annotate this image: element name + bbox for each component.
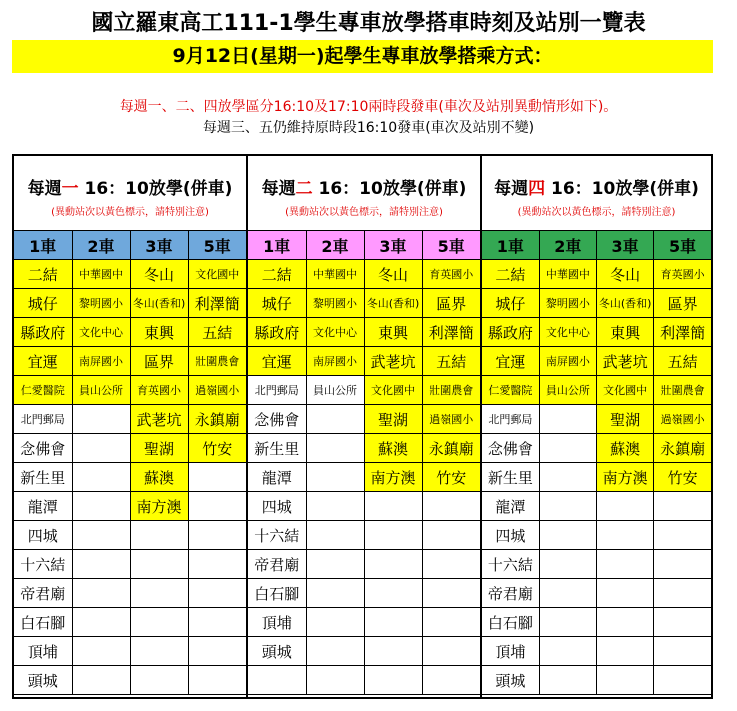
stop-cell [72,492,130,521]
table-row [482,347,711,376]
table-row [248,434,480,463]
stop-cell: 冬山 [130,260,188,289]
title-suffix: 16：10放學(併車) [545,179,699,199]
stop-cell: 東興 [130,318,188,347]
stop-cell [188,521,246,550]
stop-cell: 四城 [248,492,306,521]
stop-cell: 過嶺國小 [654,405,711,434]
stop-cell: 文化中心 [306,318,364,347]
stop-cell: 縣政府 [248,318,306,347]
stop-cell [422,521,480,550]
stop-cell [364,492,422,521]
stop-cell: 壯圍農會 [422,376,480,405]
stop-cell: 冬山 [597,260,654,289]
stop-cell [597,666,654,695]
car-header: 1車 [248,231,306,260]
stop-cell [422,608,480,637]
stop-cell: 冬山(香和) [597,289,654,318]
stop-cell [539,405,596,434]
stop-cell: 南屏國小 [72,347,130,376]
block-title [248,156,480,199]
stop-cell: 南方澳 [364,463,422,492]
stop-cell: 二結 [482,260,539,289]
stop-cell [539,492,596,521]
stop-cell: 十六結 [248,521,306,550]
stop-cell [597,492,654,521]
stop-cell: 育英國小 [654,260,711,289]
car-header: 3車 [597,231,654,260]
stop-cell [364,666,422,695]
table-row [14,550,246,579]
block-header [14,156,246,231]
stop-cell [306,492,364,521]
block-title [14,156,246,199]
stop-cell: 宜運 [248,347,306,376]
block-title [482,156,711,199]
stop-cell [306,608,364,637]
block-subtitle: (異動站次以黃色標示，請特別注意) [285,207,443,218]
stop-cell: 黎明國小 [72,289,130,318]
table-row [482,405,711,434]
stop-cell [539,666,596,695]
stop-cell [188,579,246,608]
stop-cell: 文化國中 [188,260,246,289]
car-header: 5車 [422,231,480,260]
stop-cell [130,608,188,637]
stop-cell: 員山公所 [72,376,130,405]
car-header-row [14,231,246,260]
table-row [14,521,246,550]
stop-cell: 頂埔 [248,608,306,637]
stop-cell [654,637,711,666]
stop-cell: 利澤簡 [654,318,711,347]
date-banner: 9月12日(星期一)起學生專車放學搭乘方式： [12,40,713,73]
table-row [248,405,480,434]
stop-cell: 文化中心 [72,318,130,347]
stop-cell: 城仔 [482,289,539,318]
table-row [482,434,711,463]
table-row [14,289,246,318]
stop-cell [306,405,364,434]
stop-cell [364,579,422,608]
stop-cell [597,550,654,579]
stop-cell: 北門郵局 [248,376,306,405]
stop-cell: 永鎮廟 [654,434,711,463]
table-row [482,608,711,637]
table-row [14,637,246,666]
stop-cell: 冬山 [364,260,422,289]
car-header-row [482,231,711,260]
stop-cell: 新生里 [14,463,72,492]
stop-cell: 文化國中 [364,376,422,405]
stop-cell [72,405,130,434]
stop-cell [654,492,711,521]
stop-cell: 帝君廟 [248,550,306,579]
stop-cell [306,579,364,608]
car-header: 3車 [130,231,188,260]
table-row [248,463,480,492]
stop-cell: 帝君廟 [482,579,539,608]
stop-cell: 龍潭 [482,492,539,521]
block-monday [14,156,246,697]
stop-cell: 東興 [364,318,422,347]
stop-cell [306,666,364,695]
stop-cell: 五結 [188,318,246,347]
stop-cell [364,608,422,637]
table-row [248,637,480,666]
stop-cell [364,550,422,579]
stop-cell [248,666,306,695]
title-suffix: 16：10放學(併車) [78,179,233,199]
stop-cell [306,463,364,492]
stop-cell [306,521,364,550]
table-row [482,260,711,289]
stop-cell: 仁愛醫院 [482,376,539,405]
stop-cell: 念佛會 [248,405,306,434]
stop-cell [597,521,654,550]
route-table [248,231,480,695]
stop-cell [188,492,246,521]
stop-cell: 育英國小 [422,260,480,289]
stop-cell: 過嶺國小 [422,405,480,434]
stop-cell: 北門郵局 [482,405,539,434]
table-row [248,260,480,289]
stop-cell [539,608,596,637]
stop-cell: 東興 [597,318,654,347]
stop-cell: 縣政府 [14,318,72,347]
stop-cell: 竹安 [188,434,246,463]
car-header: 3車 [364,231,422,260]
title-day: 一 [61,179,79,199]
stop-cell: 竹安 [654,463,711,492]
stop-cell: 龍潭 [248,463,306,492]
stop-cell: 利澤簡 [188,289,246,318]
table-row [482,376,711,405]
stop-cell [422,579,480,608]
stop-cell: 龍潭 [14,492,72,521]
note-black: 每週三、五仍維持原時段16:10發車(車次及站別不變) [202,120,535,136]
stop-cell [130,579,188,608]
stop-cell: 永鎮廟 [188,405,246,434]
block-subtitle: (異動站次以黃色標示，請特別注意) [51,207,209,218]
stop-cell [72,666,130,695]
title-day: 四 [528,179,546,199]
table-row [14,405,246,434]
stop-cell [72,579,130,608]
stop-cell [539,637,596,666]
stop-cell: 新生里 [248,434,306,463]
schedule-table [12,154,713,699]
stop-cell [72,608,130,637]
table-row [14,666,246,695]
car-header: 5車 [654,231,711,260]
stop-cell [130,550,188,579]
car-header: 2車 [306,231,364,260]
stop-cell: 文化中心 [539,318,596,347]
stop-cell: 區界 [422,289,480,318]
stop-cell: 頭城 [14,666,72,695]
table-row [248,608,480,637]
stop-cell: 十六結 [14,550,72,579]
stop-cell [597,637,654,666]
table-row [482,463,711,492]
stop-cell: 永鎮廟 [422,434,480,463]
table-row [14,376,246,405]
table-row [482,492,711,521]
stop-cell [654,521,711,550]
stop-cell [130,666,188,695]
stop-cell [539,434,596,463]
stop-cell: 壯圍農會 [654,376,711,405]
stop-cell: 念佛會 [482,434,539,463]
route-table [482,231,711,695]
stop-cell [364,637,422,666]
car-header: 1車 [14,231,72,260]
stop-cell: 宜運 [482,347,539,376]
stop-cell: 二結 [14,260,72,289]
stop-cell: 員山公所 [539,376,596,405]
stop-cell: 聖湖 [364,405,422,434]
stop-cell: 黎明國小 [306,289,364,318]
stop-cell: 武荖坑 [130,405,188,434]
stop-cell: 員山公所 [306,376,364,405]
stop-cell: 念佛會 [14,434,72,463]
stop-cell [597,579,654,608]
table-row [482,579,711,608]
stop-cell: 帝君廟 [14,579,72,608]
block-subtitle: (異動站次以黃色標示，請特別注意) [517,207,676,218]
table-row [14,434,246,463]
table-row [482,289,711,318]
stop-cell: 聖湖 [597,405,654,434]
block-tuesday [248,156,480,697]
stop-cell [364,521,422,550]
stop-cell: 仁愛醫院 [14,376,72,405]
stop-cell: 冬山(香和) [364,289,422,318]
table-row [248,666,480,695]
table-row [248,318,480,347]
stop-cell: 蘇澳 [597,434,654,463]
stop-cell [539,521,596,550]
stop-cell [306,637,364,666]
table-row [248,289,480,318]
stop-cell: 南屏國小 [539,347,596,376]
stop-cell: 黎明國小 [539,289,596,318]
stop-cell: 冬山(香和) [130,289,188,318]
car-header: 2車 [72,231,130,260]
stop-cell [422,637,480,666]
stop-cell: 二結 [248,260,306,289]
table-row [482,521,711,550]
page-title: 國立羅東高工111-1學生專車放學搭車時刻及站別一覽表 [91,11,646,36]
stop-cell: 南屏國小 [306,347,364,376]
table-row [248,376,480,405]
title-day: 二 [295,179,313,199]
title-prefix: 每週 [27,179,62,199]
stop-cell: 文化國中 [597,376,654,405]
stop-cell: 蘇澳 [130,463,188,492]
stop-cell [597,608,654,637]
stop-cell: 新生里 [482,463,539,492]
table-row [14,608,246,637]
stop-cell: 白石腳 [482,608,539,637]
stop-cell [72,521,130,550]
stop-cell: 頂埔 [482,637,539,666]
title-suffix: 16：10放學(併車) [312,179,467,199]
stop-cell [130,521,188,550]
stop-cell: 縣政府 [482,318,539,347]
stop-cell: 過嶺國小 [188,376,246,405]
stop-cell [306,434,364,463]
table-row [248,521,480,550]
car-header: 5車 [188,231,246,260]
stop-cell [422,550,480,579]
car-header-row [248,231,480,260]
stop-cell: 城仔 [248,289,306,318]
stop-cell [188,608,246,637]
table-row [482,666,711,695]
car-header: 1車 [482,231,539,260]
stop-cell: 中華國中 [72,260,130,289]
title-prefix: 每週 [261,179,296,199]
stop-cell: 宜運 [14,347,72,376]
stop-cell [188,463,246,492]
block-header [248,156,480,231]
stop-cell: 中華國中 [306,260,364,289]
stop-cell: 頂埔 [14,637,72,666]
stop-cell: 中華國中 [539,260,596,289]
stop-cell: 武荖坑 [597,347,654,376]
stop-cell [422,666,480,695]
stop-cell [188,666,246,695]
stop-cell [306,550,364,579]
stop-cell: 利澤簡 [422,318,480,347]
stop-cell: 五結 [654,347,711,376]
stop-cell [654,579,711,608]
stop-cell [422,492,480,521]
stop-cell: 區界 [654,289,711,318]
table-row [14,318,246,347]
block-thursday [482,156,711,697]
title-prefix: 每週 [494,179,529,199]
stop-cell: 聖湖 [130,434,188,463]
stop-cell: 白石腳 [14,608,72,637]
stop-cell [539,579,596,608]
stop-cell [539,463,596,492]
stop-cell: 壯圍農會 [188,347,246,376]
table-row [248,550,480,579]
stop-cell: 白石腳 [248,579,306,608]
stop-cell: 武荖坑 [364,347,422,376]
block-header [482,156,711,231]
table-row [14,579,246,608]
stop-cell [654,550,711,579]
stop-cell: 區界 [130,347,188,376]
stop-cell: 北門郵局 [14,405,72,434]
car-header: 2車 [539,231,596,260]
table-row [248,347,480,376]
table-row [14,492,246,521]
note-red: 每週一、二、四放學區分16:10及17:10兩時段發車(車次及站別異動情形如下)。 [119,99,618,115]
stop-cell: 頭城 [248,637,306,666]
table-row [482,550,711,579]
table-row [248,492,480,521]
table-row [248,579,480,608]
stop-cell: 南方澳 [130,492,188,521]
table-row [482,637,711,666]
stop-cell [539,550,596,579]
stop-cell: 五結 [422,347,480,376]
stop-cell: 十六結 [482,550,539,579]
stop-cell [188,550,246,579]
stop-cell: 城仔 [14,289,72,318]
route-table [14,231,246,695]
stop-cell: 頭城 [482,666,539,695]
stop-cell [72,637,130,666]
stop-cell [654,666,711,695]
table-row [14,347,246,376]
stop-cell [130,637,188,666]
stop-cell [654,608,711,637]
stop-cell: 竹安 [422,463,480,492]
stop-cell: 四城 [14,521,72,550]
stop-cell [72,434,130,463]
stop-cell: 蘇澳 [364,434,422,463]
stop-cell [188,637,246,666]
table-row [482,318,711,347]
stop-cell: 四城 [482,521,539,550]
table-row [14,463,246,492]
stop-cell [72,550,130,579]
stop-cell [72,463,130,492]
stop-cell: 育英國小 [130,376,188,405]
stop-cell: 南方澳 [597,463,654,492]
table-row [14,260,246,289]
